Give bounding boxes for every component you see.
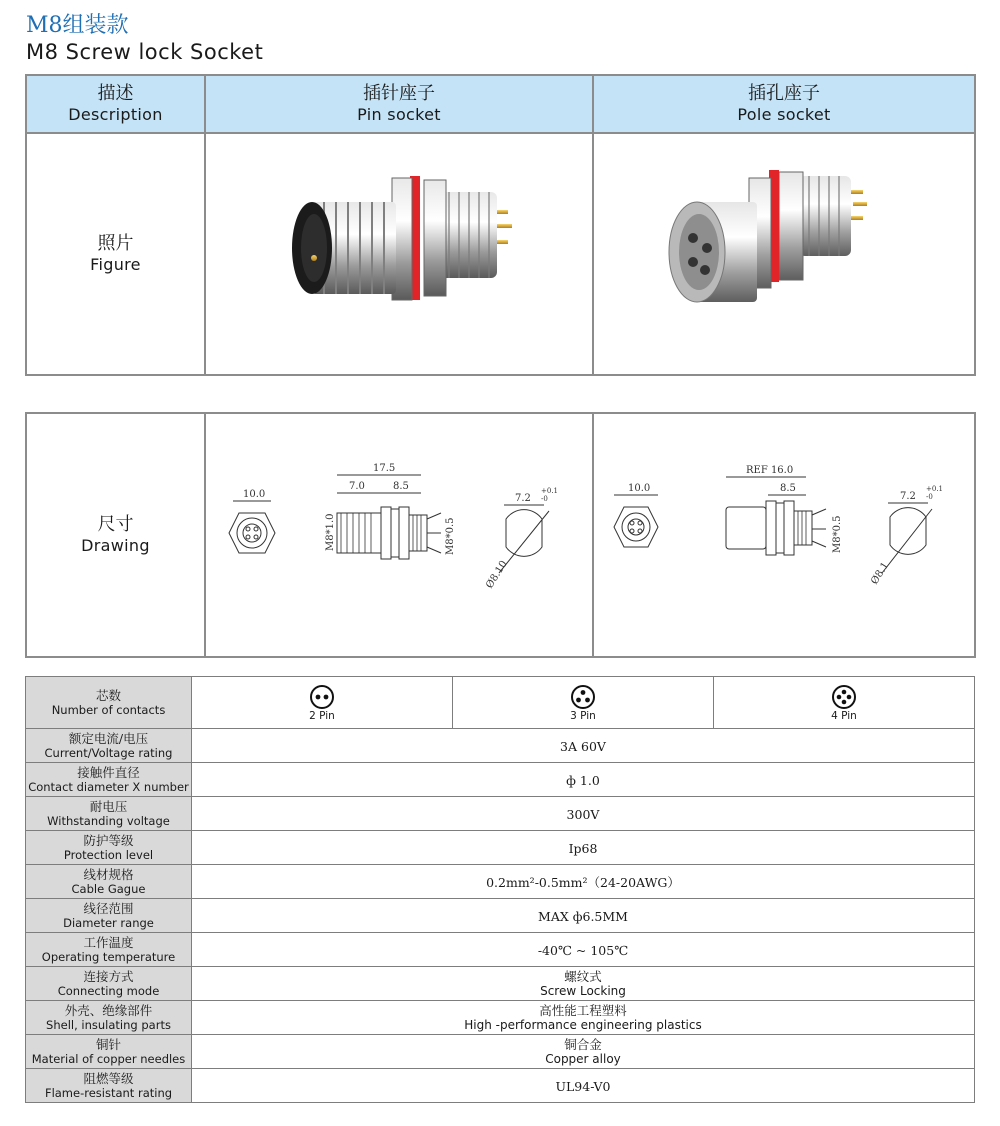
pole-cut-tol0: -0 (926, 493, 933, 501)
pole-socket-drawing (596, 453, 972, 613)
spec-value (192, 729, 975, 763)
pole-ref-length: REF 16.0 (746, 465, 794, 476)
header-pin-socket: 插针座子 Pin socket (205, 75, 593, 133)
title-english: M8 Screw lock Socket (26, 40, 264, 64)
spec-rows (26, 729, 975, 1103)
three-pin-icon (570, 684, 596, 710)
pin-front-length: 7.0 (349, 481, 365, 492)
spec-label (26, 967, 192, 1001)
spec-label-en: Flame-resistant rating (44, 1086, 173, 1100)
spec-row (26, 1001, 975, 1035)
pin-cut-width: 7.2 (515, 493, 531, 504)
spec-label (26, 729, 192, 763)
spec-value-en: High -performance engineering plastics (464, 1017, 702, 1032)
figure-row-label: 照片 Figure (26, 133, 205, 375)
spec-row (26, 967, 975, 1001)
pole-cut-tol: +0.1 (926, 485, 943, 493)
pole-socket-photo (649, 162, 919, 342)
pin-hole-dia: Ø8.10 (484, 558, 510, 591)
spec-label (26, 1001, 192, 1035)
spec-value-text: 铜合金 (564, 1036, 602, 1052)
spec-row (26, 865, 975, 899)
spec-label-en: Contact diameter X number (28, 780, 189, 794)
spec-label-cn: 外壳、绝缘部件 (64, 1003, 153, 1018)
pin-rear-length: 8.5 (393, 481, 409, 492)
spec-row (26, 1035, 975, 1069)
spec-value (192, 967, 975, 1001)
pin-socket-photo-cell (205, 133, 593, 375)
pole-rear-length: 8.5 (780, 483, 796, 494)
spec-label-en: Cable Gague (71, 882, 146, 896)
spec-label-cn: 接触件直径 (77, 765, 140, 780)
spec-value-en: Screw Locking (540, 983, 626, 998)
contacts-3pin: 3 Pin (453, 677, 714, 729)
spec-value (192, 763, 975, 797)
spec-row (26, 1069, 975, 1103)
pole-thread-rear: M8*0.5 (832, 515, 843, 553)
spec-label-cn: 工作温度 (83, 935, 134, 950)
pole-face-width: 10.0 (628, 483, 651, 494)
spec-label-en: Shell, insulating parts (46, 1018, 171, 1032)
contacts-4pin: 4 Pin (714, 677, 975, 729)
spec-value (192, 797, 975, 831)
spec-label-cn: 耐电压 (89, 799, 128, 814)
pin-total-length: 17.5 (373, 463, 396, 474)
spec-row (26, 763, 975, 797)
spec-value-text: MAX ф6.5MM (538, 909, 628, 924)
spec-value-text: 螺纹式 (564, 968, 602, 984)
header-pole-socket: 插孔座子 Pole socket (593, 75, 975, 133)
spec-row (26, 831, 975, 865)
pin-socket-drawing-cell (205, 413, 593, 657)
pole-socket-photo-cell (593, 133, 975, 375)
spec-label (26, 933, 192, 967)
spec-label (26, 763, 192, 797)
contacts-2pin: 2 Pin (192, 677, 453, 729)
two-pin-icon (309, 684, 335, 710)
pin-cut-tol: +0.1 (541, 487, 558, 495)
spec-label-en: Connecting mode (57, 984, 160, 998)
drawing-row-label: 尺寸 Drawing (26, 413, 205, 657)
spec-label (26, 865, 192, 899)
spec-label (26, 797, 192, 831)
drawing-table (25, 412, 976, 658)
spec-label-cn: 连接方式 (83, 969, 134, 984)
spec-label-en: Withstanding voltage (47, 814, 170, 828)
pin-socket-drawing (209, 453, 589, 613)
spec-value (192, 1069, 975, 1103)
spec-value (192, 1001, 975, 1035)
spec-label-en: Material of copper needles (31, 1052, 186, 1066)
spec-label-cn: 铜针 (95, 1037, 121, 1052)
spec-label (26, 1069, 192, 1103)
spec-label-en: Diameter range (63, 916, 154, 930)
spec-value-text: 300V (566, 807, 600, 822)
spec-row (26, 933, 975, 967)
spec-value-text: ф 1.0 (566, 773, 600, 788)
spec-value-text: -40℃ ~ 105℃ (537, 943, 629, 958)
spec-label-en: Protection level (63, 848, 154, 862)
spec-value-text: 3A 60V (560, 739, 606, 754)
spec-row-contacts (26, 677, 975, 729)
spec-label (26, 831, 192, 865)
spec-row (26, 797, 975, 831)
spec-value (192, 1035, 975, 1069)
spec-value-text: UL94-V0 (555, 1079, 611, 1094)
spec-value-text: Ip68 (568, 841, 598, 856)
pole-hole-dia: Ø8.1 (869, 560, 892, 587)
spec-label-en: Current/Voltage rating (44, 746, 173, 760)
figure-table (25, 74, 976, 376)
spec-label-cn: 防护等级 (83, 833, 134, 848)
spec-label-cn: 阻燃等级 (83, 1071, 134, 1086)
contacts-label: 芯数 Number of contacts (26, 677, 192, 729)
title-chinese: M8组装款 (26, 13, 129, 38)
pole-cut-width: 7.2 (900, 491, 916, 502)
pin-socket-photo (264, 162, 534, 342)
pin-cut-tol0: -0 (541, 495, 548, 503)
pin-thread-front: M8*1.0 (325, 513, 336, 551)
spec-label-en: Operating temperature (41, 950, 176, 964)
spec-value (192, 831, 975, 865)
spec-row (26, 729, 975, 763)
spec-value-text: 高性能工程塑料 (539, 1002, 627, 1018)
spec-label-cn: 额定电流/电压 (68, 731, 149, 746)
spec-value (192, 933, 975, 967)
spec-label (26, 899, 192, 933)
pin-thread-rear: M8*0.5 (445, 517, 456, 555)
pin-face-width: 10.0 (243, 489, 266, 500)
spec-value (192, 865, 975, 899)
spec-value-text: 0.2mm²-0.5mm²（24-20AWG） (486, 875, 680, 890)
spec-table (25, 676, 975, 1103)
spec-value-en: Copper alloy (545, 1051, 621, 1066)
header-description: 描述 Description (26, 75, 205, 133)
spec-row (26, 899, 975, 933)
spec-label-cn: 线材规格 (83, 867, 134, 882)
spec-label-cn: 线径范围 (83, 901, 134, 916)
spec-value (192, 899, 975, 933)
spec-label (26, 1035, 192, 1069)
pole-socket-drawing-cell (593, 413, 975, 657)
four-pin-icon (831, 684, 857, 710)
